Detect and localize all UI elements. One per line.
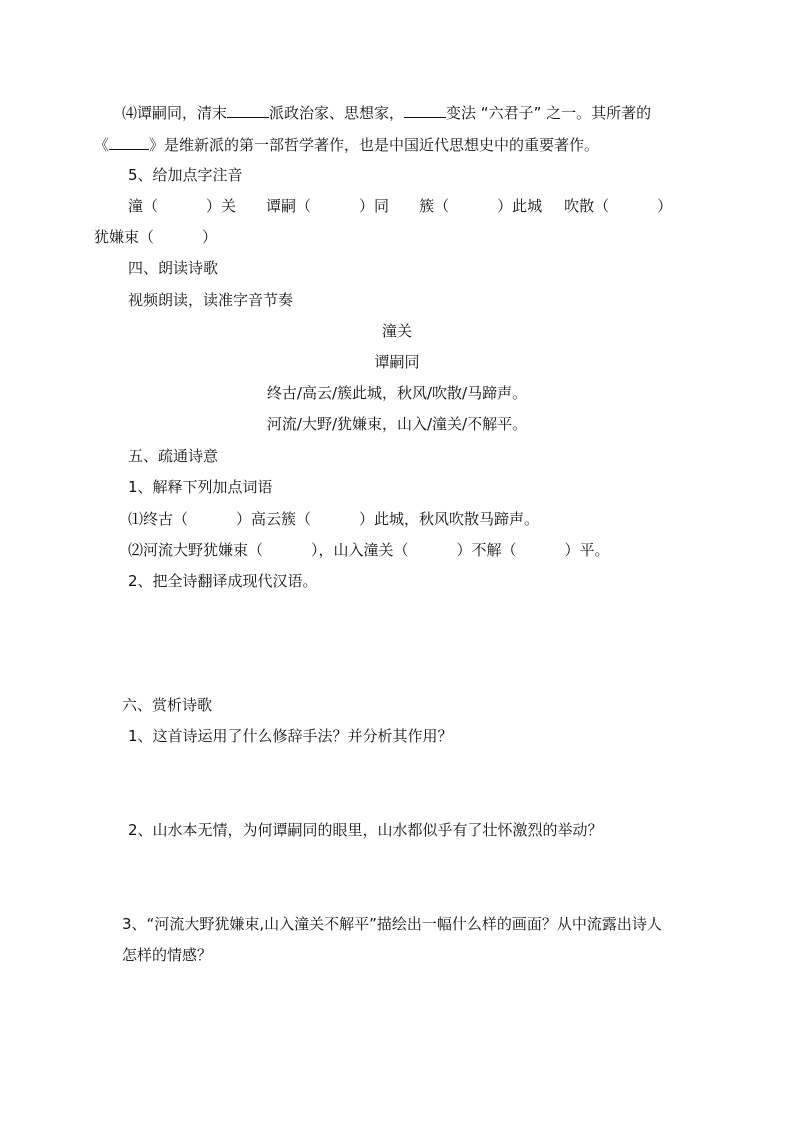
poem-line-1: 终古/高云/簇此城，秋风/吹散/马蹄声。 <box>266 384 528 402</box>
section5-q1: 1、解释下列加点词语 <box>128 478 273 496</box>
item4-line2: 《 》是维新派的第一部哲学著作，也是中国近代思想史中的重要著作。 <box>94 136 600 154</box>
item4-line1: ⑷谭嗣同，清末 派政治家、思想家， 变法 “六君子” 之一。其所著的 <box>122 104 652 122</box>
section6-q3-line1: 3、“河流大野犹嫌束,山入潼关不解平”描绘出一幅什么样的画面？从中流露出诗人 <box>122 915 662 933</box>
poem-line-2: 河流/大野/犹嫌束，山入/潼关/不解平。 <box>266 415 528 433</box>
q5-title: 5、给加点字注音 <box>128 166 243 184</box>
q5-row2: 犹嫌束（ ） <box>94 228 218 246</box>
section6-q1: 1、这首诗运用了什么修辞手法？并分析其作用？ <box>128 727 453 745</box>
answer-blank[interactable] <box>109 134 149 150</box>
section5-q1-2: ⑵河流大野犹嫌束（ ），山入潼关（ ）不解（ ）平。 <box>128 541 610 559</box>
section6-q3-line2: 怎样的情感？ <box>122 946 213 964</box>
answer-blank[interactable] <box>227 102 269 118</box>
answer-blank[interactable] <box>404 102 446 118</box>
section4-title: 四、朗读诗歌 <box>128 259 219 277</box>
section5-q1-1: ⑴终古（ ）高云簇（ ）此城，秋风吹散马蹄声。 <box>128 510 540 528</box>
section4-instruction: 视频朗读，读准字音节奏 <box>128 291 294 309</box>
poem-title: 潼关 <box>381 322 412 340</box>
section6-title: 六、赏析诗歌 <box>122 696 213 714</box>
poem-author: 谭嗣同 <box>374 353 420 371</box>
section6-q2: 2、山水本无情，为何谭嗣同的眼里，山水都似乎有了壮怀激烈的举动？ <box>128 821 603 839</box>
section5-title: 五、疏通诗意 <box>128 447 219 465</box>
section5-q2: 2、把全诗翻译成现代汉语。 <box>128 572 318 590</box>
q5-row1: 潼（ ）关 谭嗣（ ）同 簇（ ）此城 吹散（ ） <box>128 197 673 215</box>
